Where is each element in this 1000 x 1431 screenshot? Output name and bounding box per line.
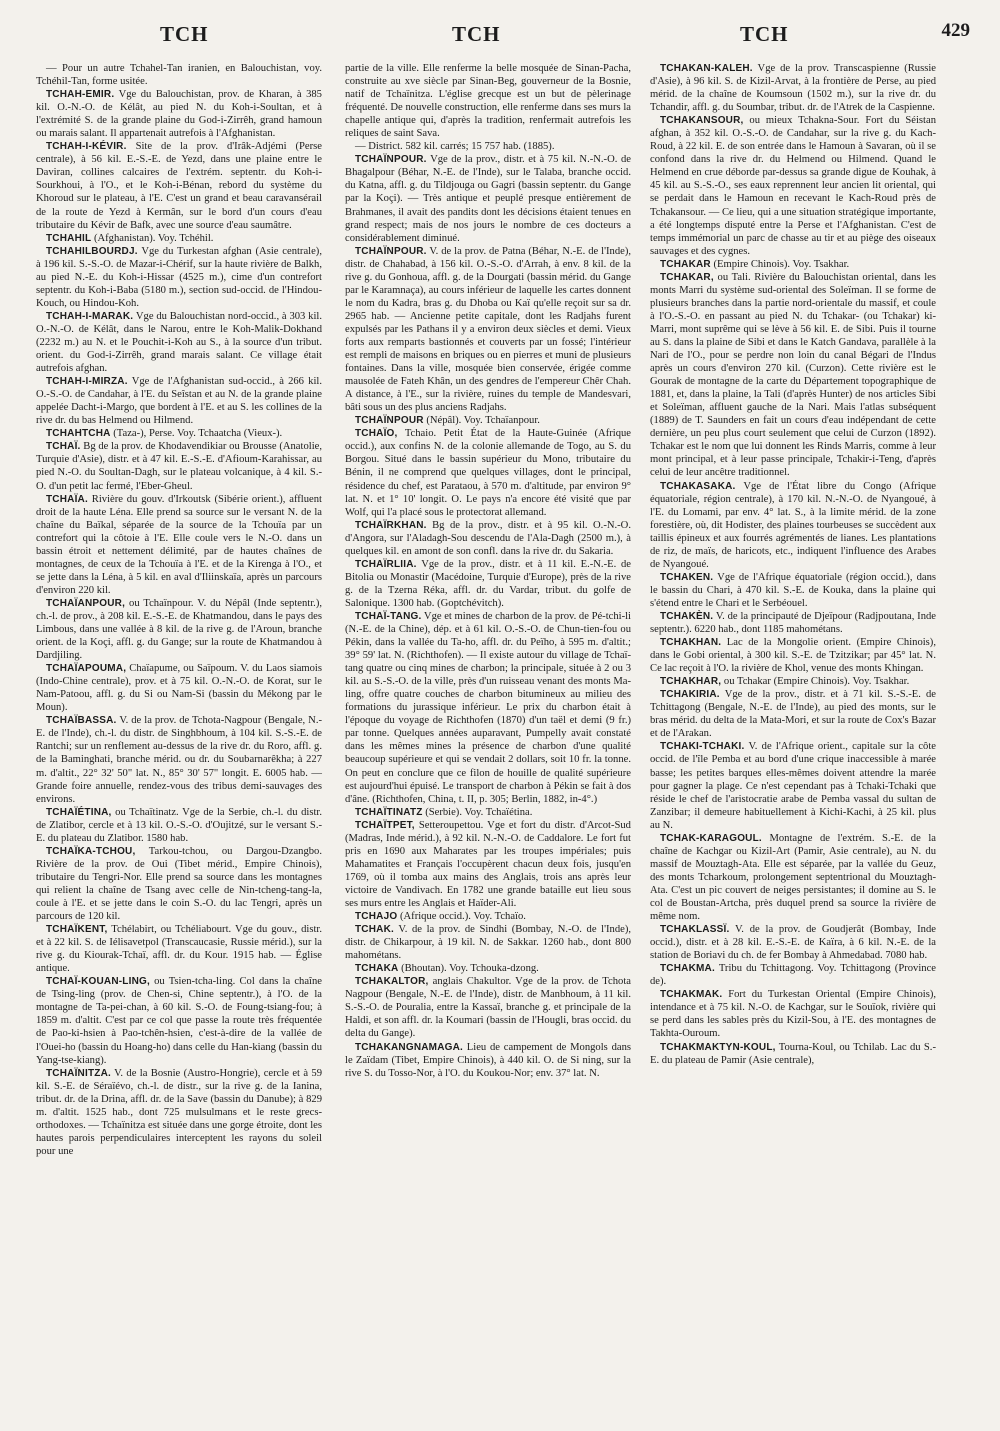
- dictionary-entry: [345, 558, 631, 610]
- entry-text: Vge de la prov., distr. et à 11 kil. E.-N.-E. de Bitolia ou Monastir (Macédoine, Turquie d'Europe), près de la rive g. de la Tzerna Réka, affl. dr. du Vardar, tribut. du golfe de Salonique. 1300 hab. (Goptchévitch).: [345, 558, 631, 609]
- entry-text: Tarkou-tchou, ou Dargou-Dzangbo. Rivière de la prov. de Oui (Tibet mérid., Empire Chinois), tributaire du Tengri-Nor. Elle prend sa source dans les montagnes qui relient la chaîne de Tsang avec celle de Nin-tcheng-tang-la, coule à l'E. et se jette dans le coin S.-O. du lac Tengri, après un parcours de 120 kil.: [36, 845, 322, 923]
- dictionary-entry: [345, 153, 631, 244]
- entry-text: Vge de l'Afrique équatoriale (région occid.), dans le bassin du Chari, à 470 kil. S.-E. de Kouka, dans la plaine qui s'étend entre le Chari et le Serbéouel.: [650, 571, 936, 609]
- entry-headword: TCHAÏTINATZ: [355, 806, 423, 818]
- entry-headword: TCHAKAR: [660, 258, 711, 270]
- entry-text: Vge et mines de charbon de la prov. de Pé-tchi-li (N.-E. de la Chine), dép. et à 61 kil. O.-S.-O. de Chun-tien-fou ou Pékin, dans la vallée du Ta-ho, affl. dr. du Peïho, à 595 m. d'altit.; 39° 59' lat. N. (Richthofen). — Il existe autour du village de Tchaï-tang quatre ou cinq mines de charbon; la principale, située à 2 ou 3 kil. au S.-S.-O. de la ville, près d'un ruisseau venant des monts Ma-ling, offre quatre couches de charbon bitumineux au milieu des formations du jurassique inférieur. Le prix du charbon était à l'époque du voyage de Richthofen (1870) d'un taël et demi (9 fr.) par tonne. Quelques années auparavant, Pumpelly avait constaté dans les mêmes mines la présence de charbon d'une qualité beaucoup supérieure et qui se vendait 2 dollars, soit 10 fr. la tonne. On peut en conclure que ce filon de houille de qualité supérieure est aujourd'hui épuisé. Le transport de charbon à Pékin se fait à dos d'âne. (Richthofen, China, t. II, p. 305; Berlin, 1882, in-4°.): [345, 610, 631, 805]
- dictionary-entry: [36, 662, 322, 714]
- entry-headword: TCHAÏBASSA.: [46, 715, 117, 727]
- entry-text: partie de la ville. Elle renferme la belle mosquée de Sinan-Pacha, construite au xve siècle par Sinan-Beg, gouverneur de la Bosnie, natif de Tchaïnitza. L'église grecque est un but de pèlerinage fréquenté. De nouvelle construction, elle renferme dans ses murs la chapelle antique qui, d'après la tradition, renfermait autrefois les reliques de saint Sava.: [345, 63, 631, 140]
- entry-headword: TCHAKANGNAMAGA.: [355, 1041, 463, 1053]
- column-middle: [345, 62, 631, 1080]
- entry-text: Vge de la prov. Transcaspienne (Russie d'Asie), à 96 kil. S. de Kizil-Arvat, à la frontière de Perse, au pied mérid. de la chaîne de Koumsoun (1502 m.), sur la rive dr. du Tchandir, affl. g. du Soumbar, tribut. dr. de l'Atrek de la Caspienne.: [650, 63, 936, 114]
- column-right: [650, 62, 936, 1067]
- dictionary-entry: [650, 636, 936, 675]
- entry-text: Vge de l'Afghanistan sud-occid., à 266 kil. O.-S.-O. de Candahar, à l'E. du Seîstan et au N. de la grande plaine appelée Dacht-i-Margo, que bordent à l'E. et au S. les collines de la rive dr. du bas Helmend ou Hilmend.: [36, 376, 322, 427]
- running-head-right: TCH: [740, 22, 789, 46]
- dictionary-entry: [650, 688, 936, 740]
- entry-headword: TCHAHIL: [46, 232, 92, 244]
- entry-headword: TCHAKAN-KALEH.: [660, 63, 753, 74]
- entry-headword: TCHAKALTOR,: [355, 976, 429, 988]
- dictionary-entry: [36, 440, 322, 492]
- entry-text: (Afrique occid.). Voy. Tchaïo.: [399, 911, 526, 923]
- dictionary-entry: [36, 975, 322, 1066]
- dictionary-entry: [650, 571, 936, 610]
- dictionary-entry: [36, 140, 322, 231]
- dictionary-entry: [650, 610, 936, 636]
- entry-text: Fort du Turkestan Oriental (Empire Chinois), intendance et à 75 kil. N.-O. de Kachgar, sur le Souïok, rivière qui se perd dans les sables près du Kizil-Sou, à l'E. des montagnes de Takhta-Ouroum.: [650, 989, 936, 1040]
- dictionary-entry: [36, 310, 322, 375]
- entry-headword: TCHAK-KARAGOUL.: [660, 832, 762, 844]
- entry-text: Setteroupettou. Vge et fort du distr. d'Arcot-Sud (Madras, Inde mérid.), à 92 kil. N.-N.-O. de Caddalore. Le fort fut pris en 1690 aux Maharates par les troupes impériales; puis Mahamatites et Français l'occupèrent chacun deux fois, jusqu'en 1769, où il tomba aux mains des Anglais, trois ans après leur victoire de Vandivach. En 1782 une grande bataille eut lieu sous ses murs entre les Anglais et Haïder-Ali.: [345, 819, 631, 909]
- entry-headword: TCHAJO: [355, 911, 398, 923]
- dictionary-entry: [345, 519, 631, 558]
- dictionary-entry: [345, 414, 631, 427]
- dictionary-entry: [36, 232, 322, 245]
- dictionary-entry: [650, 832, 936, 923]
- entry-text: ou Tchakar (Empire Chinois). Voy. Tsakhar.: [723, 676, 910, 688]
- entry-headword: TCHAÏAPOUMA,: [46, 663, 127, 675]
- entry-text: anglais Chakultor. Vge de la prov. de Tchota Nagpour (Bengale, N.-E. de l'Inde), distr. de Manbhoum, à 11 kil. S.-S.-O. de Pouralia, entre la Kassaï, branche g. et principale de la Haldi, et son affl. dr. la Koumari (bassin de l'Hougli, bras occid. du delta du Gange).: [345, 976, 631, 1040]
- entry-headword: TCHAÏKA-TCHOU,: [46, 845, 136, 857]
- entry-text: V. de la prov. de Goudjerât (Bombay, Inde occid.), distr. et à 28 kil. E.-S.-E. de Kaïra, à 6 kil. N.-E. de la station de Boriavi du ch. de fer Bombay à Ahmedabad. 7080 hab.: [650, 924, 936, 962]
- dictionary-entry: [345, 975, 631, 1040]
- dictionary-entry: [36, 427, 322, 440]
- entry-headword: TCHAÏRKHAN.: [355, 519, 427, 531]
- entry-headword: TCHAKÈN.: [660, 610, 714, 622]
- dictionary-entry: [650, 480, 936, 571]
- dictionary-entry: [36, 88, 322, 140]
- entry-headword: TCHAÏ.: [46, 441, 81, 453]
- dictionary-entry: [650, 62, 936, 114]
- entry-headword: TCHAÏ-KOUAN-LING,: [46, 976, 150, 988]
- dictionary-entry: [36, 845, 322, 923]
- entry-headword: TCHAKHAN.: [660, 637, 722, 649]
- dictionary-entry: [345, 610, 631, 806]
- entry-text: Tourna-Koul, ou Tchilab. Lac du S.-E. du plateau de Pamir (Asie centrale),: [650, 1041, 936, 1066]
- dictionary-entry: [650, 923, 936, 962]
- entry-text: Lac de la Mongolie orient. (Empire Chinois), dans le Gobi oriental, à 300 kil. S.-E. de Tzitzikar; par 45° lat. N. Ce lac reçoit à l'O. la rivière de Khol, venue des monts Khingan.: [650, 637, 936, 675]
- entry-text: Chaïapume, ou Saïpoum. V. du Laos siamois (Indo-Chine centrale), prov. et à 75 kil. O.-N.-O. de Korat, sur le Nam-Patoou, affl. g. du Si ou Nam-Si (bassin du Mékong par le Moun).: [36, 663, 322, 714]
- entry-text: V. de la prov. de Tchota-Nagpour (Bengale, N.-E. de l'Inde), ch.-l. du distr. de Singhbhoum, à 104 kil. S.-S.-E. de Rantchi; sur un renflement au-dessus de la rive dr. du Roro, affl. g. de la Baminghati, branche mérid. ou dr. du Soubarnarêkha; à 227 m. d'altit., 22° 32' 50" lat. N., 85° 30' 57" longit. E. 6005 hab. — Grande foire annuelle, rendez-vous des tribus demi-sauvages des environs.: [36, 715, 322, 805]
- dictionary-entry: [345, 62, 631, 140]
- running-head-left: TCH: [160, 22, 209, 46]
- entry-text: Vge de la prov., distr. et à 71 kil. S.-S.-E. de Tchittagong (Bengale, N.-E. de l'Inde), au pied des monts, sur le bras mérid. du delta de la Mata-Mori, et sur la route de Cox's Bazar et de l'Arakan.: [650, 689, 936, 740]
- entry-headword: TCHAÏNPOUR.: [355, 245, 427, 257]
- entry-headword: TCHAÏTPET,: [355, 819, 415, 831]
- entry-text: V. de la Bosnie (Austro-Hongrie), cercle et à 59 kil. S.-E. de Séraïévo, ch.-l. de distr., sur la rive g. de la Ianina, tribut. dr. de la Drina, affl. dr. de la Save (bassin du Danube); à 829 m. d'altit. 1525 hab., dont 725 mulsulmans et le reste grecs-orthodoxes. — Tchaïnitza est située dans une gorge étroite, dont les hautes parois perpendiculaires interceptent les rayons du soleil pour une: [36, 1067, 323, 1157]
- entry-text: V. de l'Afrique orient., capitale sur la côte occid. de l'île Pemba et au bord d'une crique inaccessible à marée basse; les petites barques elles-mêmes doivent attendre la marée pour gagner la plage. Ce n'est cependant pas à Tchaki-Tchaki que réside le chef de l'aristocratie arabe de Pemba vassal du sultan de Zanzibar; il demeure habituellement à Kichi-Kachi, à 25 kil. plus au N.: [650, 741, 936, 831]
- entry-headword: TCHAKMA.: [660, 963, 715, 975]
- entry-headword: TCHAÏNPOUR.: [355, 154, 427, 166]
- entry-text: Vge du Balouchistan nord-occid., à 303 kil. O.-N.-O. de Kélât, dans le Narou, entre le Koh-Malik-Dokhand (2232 m.) au N. et le Pouchit-i-Koh au S., à la source d'un tribut. orient. du God-i-Zirrêh, grand marais salant. Ce village était autrefois afghan.: [36, 310, 322, 375]
- dictionary-entry: [36, 1067, 322, 1158]
- entry-text: Tchaio. Petit État de la Haute-Guinée (Afrique occid.), aux confins N. de la colonie allemande de Togo, au S. du Borgou. Situé dans le bassin supérieur du Mono, tributaire du Bénin, il ne comprend que quelques villages, dont le principal, résidence du chef, est Parataou, à 570 m. d'altitude, par environ 9° lat. N. et 1° 10' longit. O. Le pays n'a encore été visité que par Wolf, qui l'a placé sous le protectorat allemand.: [345, 428, 631, 518]
- dictionary-entry: [650, 258, 936, 271]
- running-head-center: TCH: [452, 22, 501, 46]
- entry-text: ou mieux Tchakna-Sour. Fort du Séistan afghan, à 352 kil. O.-S.-O. de Candahar, sur la rive g. du Kach-Roud, à 22 kil. E. de son entrée dans le Hamoun à Savaran, où il se confond dans la rive dr. du Helmend ou Hilmend. Quand le Helmend en crue déborde par-dessus sa grande digue de Kouhak, à 45 kil. au S.-S.-O., ses eaux reprennent leur ancien lit oriental, qui se perdait dans le Hamoun en recevant le Kach-Roud près de Tchakansour. — Ce lieu, qui a une situation stratégique importante, a été longtemps disputé entre la Perse et l'Afghanistan. C'est de temps immémorial un parc de chasse au tir et au piège des oiseaux sauvages et des cygnes.: [650, 115, 936, 257]
- dictionary-entry: [36, 597, 322, 662]
- entry-text: (Afghanistan). Voy. Tchéhil.: [93, 232, 214, 244]
- entry-headword: TCHAKI-TCHAKI.: [660, 741, 745, 753]
- dictionary-entry: [345, 910, 631, 923]
- entry-headword: TCHAKMAK.: [660, 989, 723, 1001]
- entry-text: ou Tchaïtinatz. Vge de la Serbie, ch.-l. du distr. de Zlatibor, cercle et à 13 kil. O.-S.-O. d'Oujitzé, sur le versant S.-E. du plateau du Zlatibor. 1580 hab.: [36, 806, 322, 844]
- dictionary-entry: [345, 245, 631, 415]
- entry-headword: TCHAÏA.: [46, 493, 88, 505]
- entry-text: Bg de la prov. de Khodavendikiar ou Brousse (Anatolie, Turquie d'Asie), distr. et à 47 kil. E.-S.-E. d'Afioum-Karahissar, au pied N.-O. du Soultan-Dagh, sur le plateau volcanique, à 4 kil. S.-O. d'un petit lac fermé, l'Eber-Gheul.: [36, 441, 322, 492]
- entry-text: ou Tali. Rivière du Balouchistan oriental, dans les monts Marri du système sud-oriental des Soleïman. Il se forme de plusieurs branches dans la partie nord-orientale du massif, et coule à l'O.-S.-O. en passant au pied N. du Tchakar- (ou Tchakar) ki-Marri, mont suprême qui se lève à 56 kil. E. de Sibi. Puis il tourne au S. dans la plaine de Sibi et dans le Katch Gandava, parallèle à la Nari de l'O., pour se perdre non loin du canal Bégari de l'Indus après un cours d'environ 270 kil. (Curzon). Cette rivière est le Gourak de montagne de la carte du Département topographique de 1881, et, dans la plaine, la Tali (d'après Hunter) de nos articles Sibi et Soleïman, affluent gauche de la Nari. Mais l'atlas subséquent (1889) de T. Saunders en fait un cours d'eau indépendant de cette dernière, un peu plus court seulement que celui de Curzon (1892). Tchakar est le nom que lui donnent les Rinds Marris, comme à leur mont principal, et à leur passe principale, Tchakir-i-Teng, d'après celui de leur ancêtre traditionnel.: [650, 271, 937, 479]
- dictionary-entry: [650, 675, 936, 688]
- entry-text: (Bhoutan). Voy. Tchouka-dzong.: [401, 963, 539, 975]
- entry-text: Bg de la prov., distr. et à 95 kil. O.-N.-O. d'Angora, sur l'Aladagh-Sou descendu de l'Ala-Dagh (2500 m.), à quelques kil. en amont de son confl. dans la rive dr. du Sakaria.: [345, 519, 631, 557]
- entry-text: Montagne de l'extrém. S.-E. de la chaîne de Kachgar ou Kizil-Art (Pamir, Asie centrale), au N. du massif de Mouztagh-Ata. Elle est séparée, par la vallée du Geuz, des monts Tcharkoum, prolongement septentrional du Mouztagh-Ata. C'est un pic couvert de neiges persistantes; il domine au S. le col de Boustan-Artcha, près duquel prend sa source la rivière de même nom.: [650, 832, 936, 923]
- dictionary-entry: [650, 740, 936, 831]
- dictionary-entry: [650, 988, 936, 1040]
- entry-headword: TCHAKEN.: [660, 571, 714, 583]
- entry-headword: TCHAÏ-TANG.: [355, 610, 422, 622]
- entry-headword: TCHAKA: [355, 963, 399, 975]
- dictionary-entry: [345, 427, 631, 518]
- entry-text: Lieu de campement de Mongols dans le Zaïdam (Tibet, Empire Chinois), à 440 kil. O. de Si ning, sur la rive S. du Tosso-Nor, à l'O. du Koukou-Nor; env. 37° lat. N.: [345, 1041, 631, 1079]
- entry-headword: TCHAK.: [355, 924, 394, 936]
- dictionary-entry: [345, 923, 631, 962]
- entry-text: (Taza-), Perse. Voy. Tchaatcha (Vieux-).: [113, 428, 283, 440]
- dictionary-entry: [36, 714, 322, 805]
- entry-headword: TCHAH-I-MIRZA.: [46, 376, 128, 388]
- entry-text: Vge du Balouchistan, prov. de Kharan, à 385 kil. O.-N.-O. de Kélât, au pied N. du Koh-i-Soultan, et à l'extrémité S. de la grande plaine du God-i-Zirrêh, grand hamoun ou marais salant. Il appartenait autrefois à l'Afghanistan.: [36, 89, 322, 140]
- entry-headword: TCHAKHAR,: [660, 676, 722, 688]
- dictionary-entry: [36, 806, 322, 845]
- dictionary-entry: [345, 1041, 631, 1080]
- entry-headword: TCHAÏKENT,: [46, 924, 108, 936]
- entry-text: — District. 582 kil. carrés; 15 757 hab. (1885).: [355, 141, 555, 153]
- entry-headword: TCHAKIRIA.: [660, 689, 720, 701]
- entry-headword: TCHAHILBOURDJ.: [46, 245, 138, 257]
- entry-text: ou Tchaïnpour. V. du Népâl (Inde septentr.), ch.-l. de prov., à 208 kil. E.-S.-E. de Khatmandou, dans le pays des Limbous, dans une vallée à 8 kil. de la rive g. de l'Aroun, branche orient. de la Koçi, affl. g. du Gange; sur la route de Khatmandou à Dardjiling.: [36, 597, 323, 662]
- dictionary-entry: [36, 62, 322, 88]
- dictionary-entry: [345, 806, 631, 819]
- dictionary-entry: [650, 1041, 936, 1067]
- entry-headword: TCHAÏRLIIA.: [355, 558, 417, 570]
- column-left: [36, 62, 322, 1158]
- entry-text: V. de la prov. de Patna (Béhar, N.-E. de l'Inde), distr. de Chahabad, à 156 kil. O.-S.-O. d'Arrah, à env. 8 kil. de la rive g. du Gonhoua, affl. g. de la Dourgati (bassin mérid. du Gange par le Karamnaça), au cours inférieur de laquelle les cartes donnent le nom du Kadra, bras g. du Dhoba ou Kaï qu'elle reçoit sur sa dr. 2965 hab. — Ancienne petite capitale, dont les Radjahs furent expulsés par les Pathans il y a environ deux siècles et demi. Vieux forts aux remparts bastionnés et couverts par un fossé; l'intérieur est rempli de maisons en briques ou en pierres et muni de plusieurs fontaines. Dans la ville, mosquée bien conservée, érigée comme mausolée de Fateh Khân, un des gendres de l'empereur Chêr Chah. A distance, à l'E., sur la rivière, ruines du temple de Mandesvari, bâti sous un des plus anciens Radjahs.: [345, 245, 631, 414]
- entry-text: Vge de la prov., distr. et à 75 kil. N.-N.-O. de Bhagalpour (Béhar, N.-E. de l'Inde), sur le Talaba, branche occid. du Katna, affl. g. du Tildjouga ou Gagri (bassin septentr. du Gange par la Koçi). — Très antique et peuplé presque entièrement de Brahmanes, il avait des pandits dont les décisions étaient tenues en grand respect; mais de nos jours le nombre de ces docteurs a considérablement diminué.: [345, 154, 631, 244]
- entry-headword: TCHAHTCHA: [46, 428, 111, 440]
- dictionary-entry: [345, 819, 631, 910]
- entry-text: ou Tsien-tcha-ling. Col dans la chaîne de Tsing-ling (prov. de Chen-si, Chine septentr.), à l'O. de la montagne de Ta-pei-chan, à 60 kil. S.-O. de Foung-tsiang-fou; à 1859 m. d'altit. C'est par ce col que passe la route très fréquentée de Pao-ki-hsien à Pao-tchên-hsien, c'est-à-dire de la vallée de l'Ouei-ho (bassin du Hoang-ho) dans celle du Han-kiang (bassin du Yang-tse-kiang).: [36, 976, 322, 1066]
- dictionary-entry: [345, 962, 631, 975]
- entry-text: (Népâl). Voy. Tchaïanpour.: [426, 415, 540, 427]
- entry-headword: TCHAÏNPOUR: [355, 415, 424, 427]
- entry-headword: TCHAÏÉTINA,: [46, 806, 112, 818]
- entry-text: Vge du Turkestan afghan (Asie centrale), à 196 kil. S.-S.-O. de Mazar-i-Chérif, sur la haute rivière de Balkh, au pied N.-E. du Koh-i-Hissar (4525 m.), cime d'un contrefort septentr. du Koh-i-Baba (5180 m.), section sud-occid. de l'Hindou-Kouch, ou Hindou-Koh.: [36, 245, 322, 309]
- entry-headword: TCHAÏO,: [355, 428, 398, 440]
- entry-text: Vge de l'État libre du Congo (Afrique équatoriale, région centrale), à 170 kil. N.-N.-O. de Nyangoué, à l'E. du Lomami, par env. 4° lat. S., à la limite mérid. de la zone forestière, où, dit Hodister, des plaines tourbeuses se succèdent aux taillis épineux et aux fourrés agrémentés de lianes. Les plantations de riz, de maïs, de haricots, etc., indiquent l'influence des Arabes de Nyangoué.: [650, 480, 936, 570]
- page-number: 429: [941, 20, 970, 41]
- entry-text: V. de la principauté de Djeïpour (Radjpoutana, Inde septentr.). 6220 hab., dont 1185 mahométans.: [650, 610, 936, 636]
- dictionary-entry: [36, 493, 322, 597]
- dictionary-entry: [650, 114, 936, 258]
- dictionary-entry: [650, 962, 936, 988]
- entry-headword: TCHAH-I-MARAK.: [46, 310, 134, 322]
- dictionary-entry: [36, 245, 322, 310]
- entry-text: (Serbie). Voy. Tchaïétina.: [425, 806, 533, 818]
- entry-headword: TCHAKASAKA.: [660, 480, 736, 492]
- entry-text: V. de la prov. de Sindhi (Bombay, N.-O. de l'Inde), distr. de Chikarpour, à 19 kil. N. de Sakkar. 1260 hab., dont 800 mahométans.: [345, 924, 631, 962]
- entry-text: Tchélabirt, ou Tchéliabourt. Vge du gouv., distr. et à 22 kil. S. de Iélisavetpol (Transcaucasie, Russie mérid.), sur la rive g. du Kiourak-Tchaï, affl. dr. du Kour. 1915 hab. — Église antique.: [36, 924, 322, 975]
- entry-text: — Pour un autre Tchahel-Tan iranien, en Balouchistan, voy. Tchéhil-Tan, forme usitée.: [36, 63, 322, 88]
- entry-text: Rivière du gouv. d'Irkoutsk (Sibérie orient.), affluent droit de la haute Léna. Elle prend sa source sur le versant N. de la chaîne du Baïkal, séparée de la source de la Tchouïa par un contrefort qui la côtoie à l'E. Elle coule vers le N.-O. dans un bassin étroit et nettement délimité, par de hautes chaînes de montagnes, de ceux de la Tchouïa à l'E. et de la Kirenga à l'O., et se jette dans la Léna, à 5 kil. en aval d'Iliinskaïa, après un parcours d'environ 220 kil.: [36, 493, 322, 596]
- entry-headword: TCHAH-EMIR.: [46, 89, 115, 101]
- dictionary-entry: [36, 923, 322, 975]
- entry-headword: TCHAKMAKTYN-KOUL,: [660, 1041, 776, 1053]
- entry-headword: TCHAÏANPOUR,: [46, 597, 126, 609]
- entry-text: Site de la prov. d'Irâk-Adjémi (Perse centrale), à 56 kil. E.-S.-E. de Yezd, dans une plaine entre le Daviran, collines calcaires de l'extrém. septentr. du Koh-i-Sourkhoui, à l'O., et le Koh-i-Bénan, rebord du système du Khoroud sur le plateau, à l'E. C'est un grand et beau caravansérail de la route de Yezd à Kermân, sur le bord d'un cours d'eau tributaire du Kévir de Bafk, avec une source d'eau saumâtre.: [36, 141, 322, 231]
- entry-text: Tribu du Tchittagong. Voy. Tchittagong (Province de).: [650, 963, 936, 988]
- dictionary-entry: [36, 375, 322, 427]
- dictionary-entry: [345, 140, 631, 153]
- entry-headword: TCHAKAR,: [660, 271, 714, 283]
- dictionary-entry: [650, 271, 936, 480]
- entry-headword: TCHAH-I-KÉVIR.: [46, 141, 127, 153]
- entry-headword: TCHAKANSOUR,: [660, 115, 744, 127]
- entry-headword: TCHAKLASSÏ.: [660, 924, 730, 936]
- entry-text: (Empire Chinois). Voy. Tsakhar.: [713, 258, 850, 270]
- entry-headword: TCHAÏNITZA.: [46, 1067, 111, 1079]
